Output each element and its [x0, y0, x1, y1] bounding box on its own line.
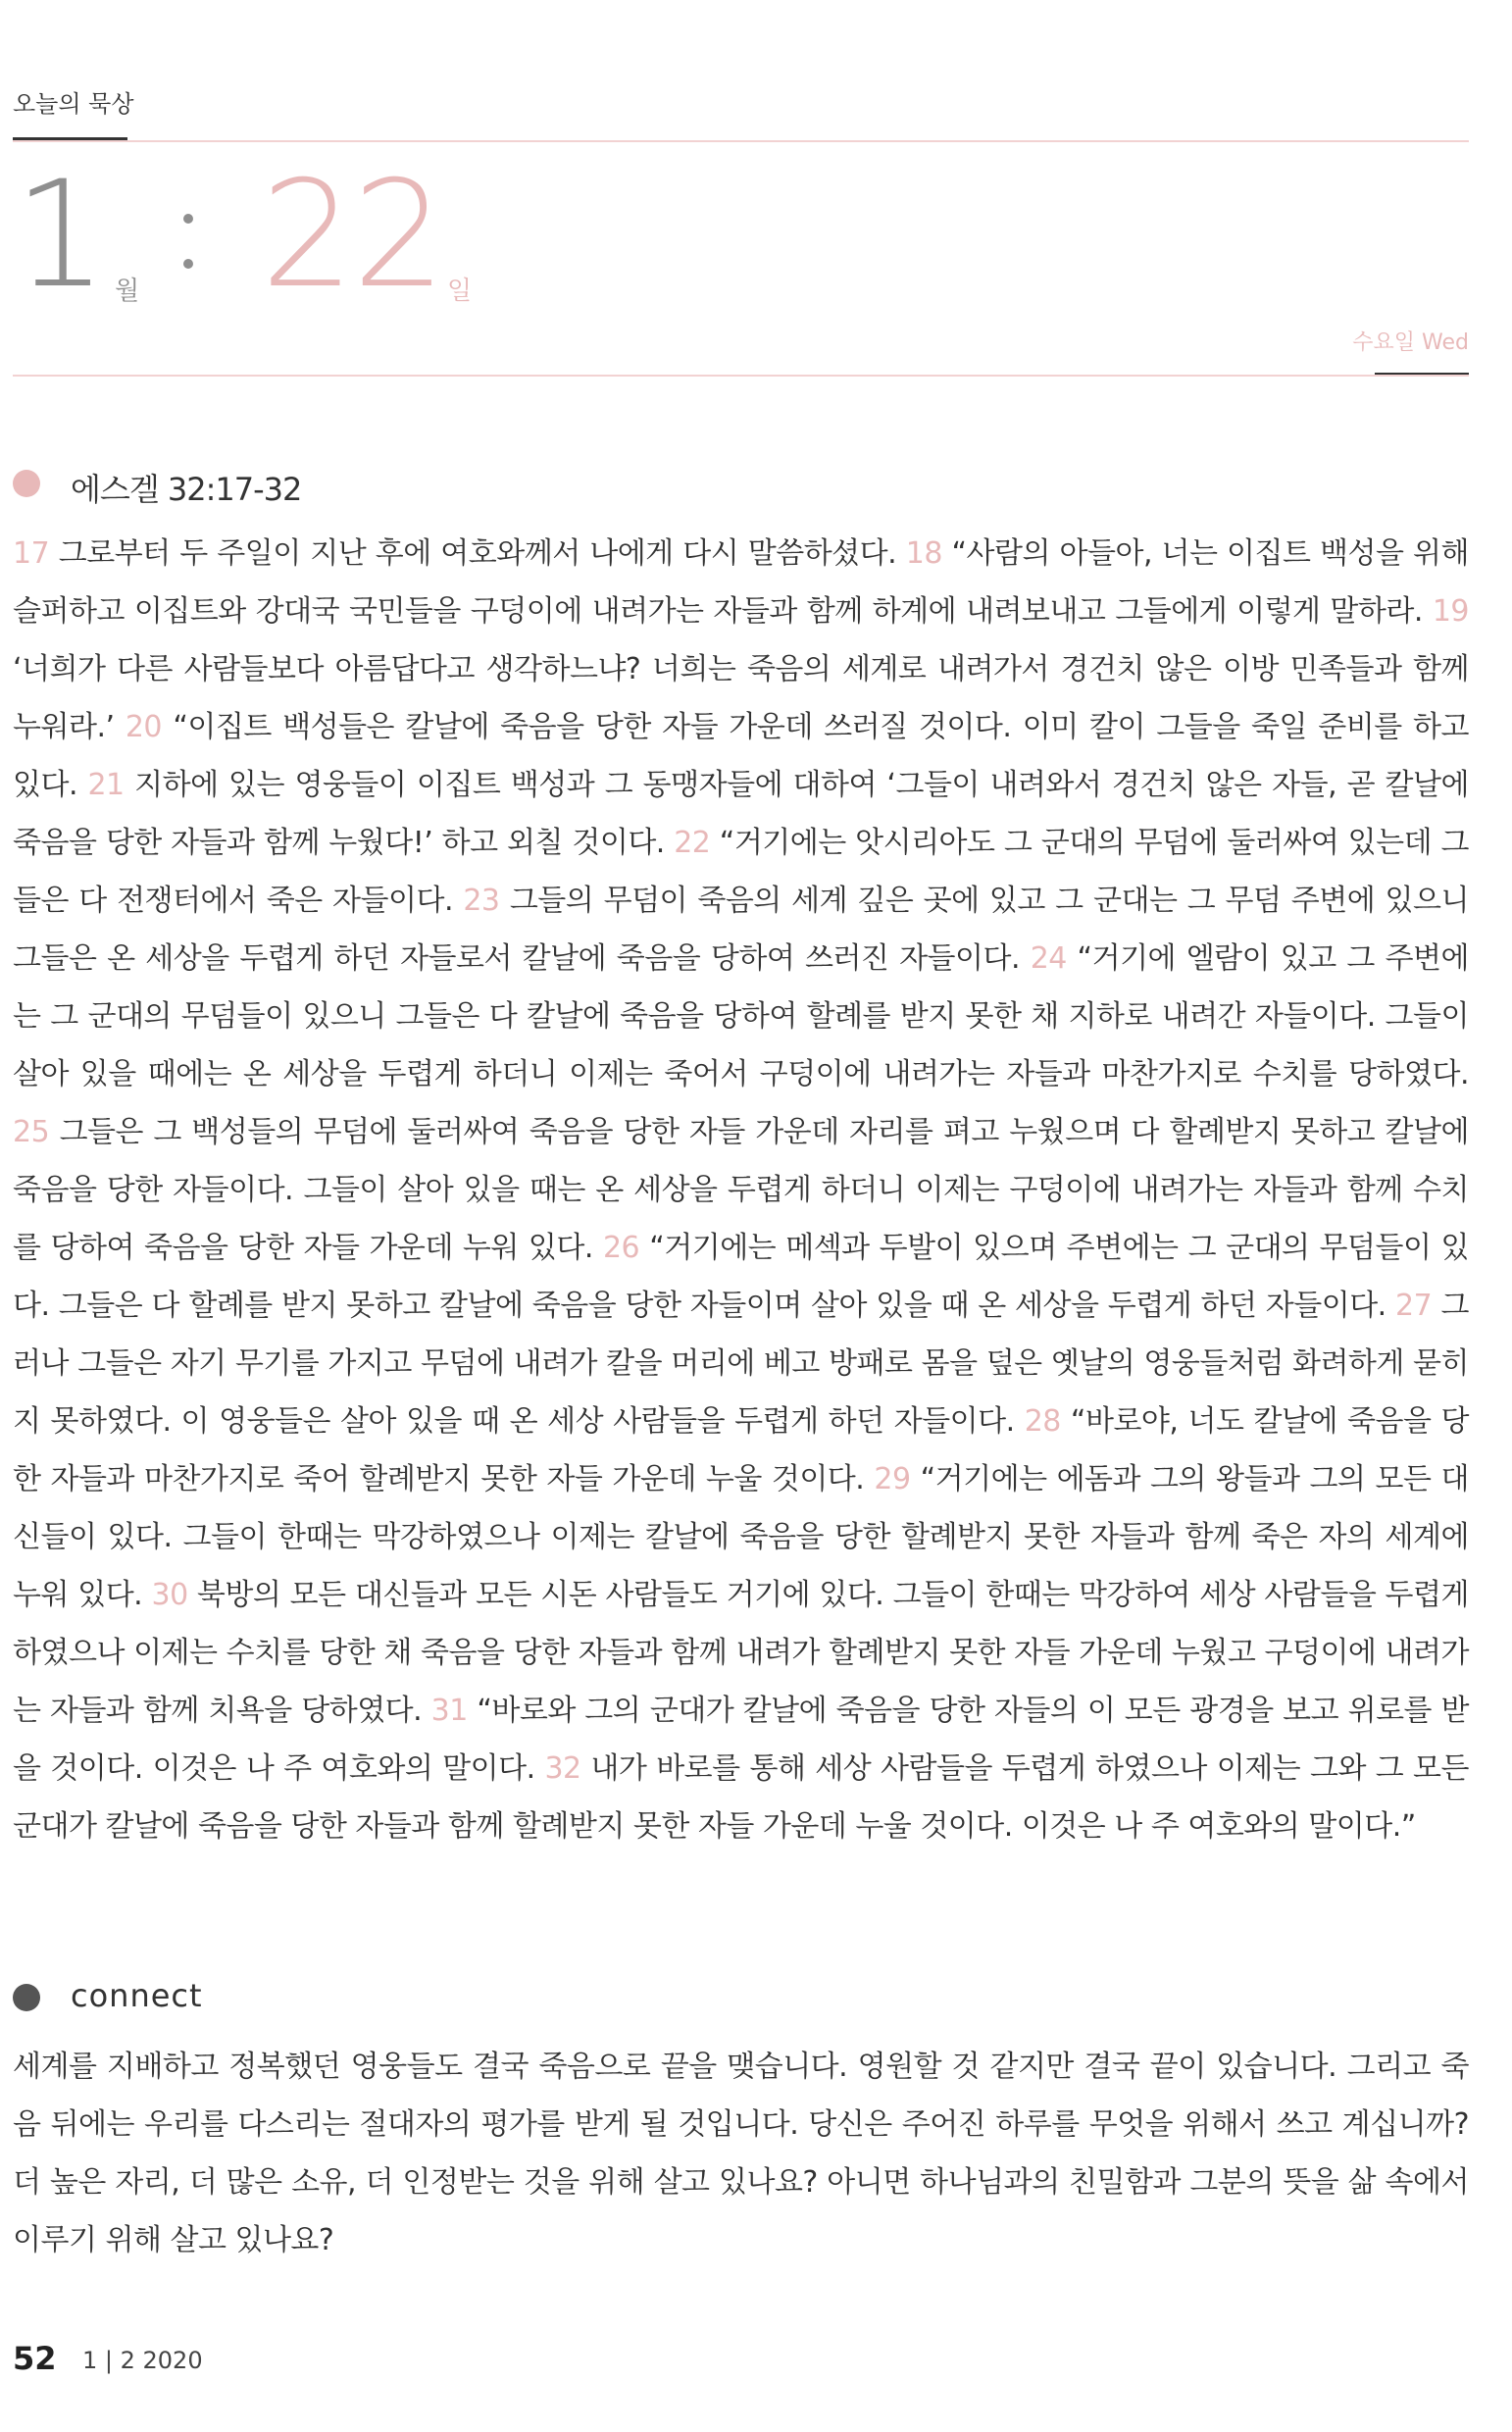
date-rule: [13, 375, 1469, 377]
verse-text: 그러나 그들은 자기 무기를 가지고 무덤에 내려가 칼을 머리에 베고 방패로 몸을 덮은 옛날의 영웅들처럼 화려하게 묻히지 못하였다. 이 영웅들은 살아 있을 때 온 세상 사람들을 두렵게 하던 자들이다.: [13, 1289, 1469, 1439]
verse-text: 북방의 모든 대신들과 모든 시돈 사람들도 거기에 있다. 그들이 한때는 막강하여 세상 사람들을 두렵게 하였으나 이제는 수치를 당한 채 죽음을 당한 자들과 함께 내려가 할례받지 못한 자들 가운데 누웠고 구덩이에 내려가는 자들과 함께 치욕을 당하였다.: [13, 1578, 1469, 1728]
connect-bullet-icon: [13, 1984, 40, 2011]
verse-text: ‘너희가 다른 사람들보다 아름답다고 생각하느냐? 너희는 죽음의 세계로 내려가서 경건치 않은 이방 민족들과 함께 누워라.’: [13, 652, 1469, 744]
verse-number: 22: [674, 826, 711, 860]
day-number: 22: [261, 150, 444, 321]
month-unit: 월: [115, 277, 140, 306]
verse-text: “거기에 엘람이 있고 그 주변에는 그 군대의 무덤들이 있으니 그들은 다 칼날에 죽음을 당하여 할례를 받지 못한 채 지하로 내려간 자들이다. 그들이 살아 있을 때에는 온 세상을 두렵게 하더니 이제는 죽어서 구덩이에 내려가는 자들과 마찬가지로 수치를 당하였다.: [13, 941, 1470, 1091]
scripture-passage: [13, 525, 1469, 1855]
verse-text: “이집트 백성들은 칼날에 죽음을 당한 자들 가운데 쓰러질 것이다. 이미 칼이 그들을 죽일 준비를 하고 있다.: [13, 710, 1469, 802]
verse-number: 26: [602, 1231, 640, 1265]
verse-text: “거기에는 앗시리아도 그 군대의 무덤에 둘러싸여 있는데 그들은 다 전쟁터에서 죽은 자들이다.: [13, 826, 1469, 918]
month-number: 1: [14, 150, 104, 321]
scripture-bullet-icon: [13, 470, 40, 497]
verse-text: “바로야, 너도 칼날에 죽음을 당한 자들과 마찬가지로 죽어 할례받지 못한 자들 가운데 누울 것이다.: [13, 1404, 1469, 1496]
verse-number: 31: [430, 1694, 468, 1728]
verse-number: 24: [1030, 941, 1067, 976]
header-rule: [13, 140, 1469, 142]
verse-number: 29: [874, 1462, 911, 1496]
verse-number: 18: [905, 536, 942, 571]
verse-number: 28: [1024, 1404, 1061, 1439]
verse-text: 그들의 무덤이 죽음의 세계 깊은 곳에 있고 그 군대는 그 무덤 주변에 있으니 그들은 온 세상을 두렵게 하던 자들로서 칼날에 죽음을 당하여 쓰러진 자들이다.: [13, 884, 1469, 976]
verse-text: 그들은 그 백성들의 무덤에 둘러싸여 죽음을 당한 자들 가운데 자리를 펴고 누웠으며 다 할례받지 못하고 칼날에 죽음을 당한 자들이다. 그들이 살아 있을 때는 온 세상을 두렵게 하더니 이제는 구덩이에 내려가는 자들과 함께 수치를 당하여 죽음을 당한 자들 가운데 누워 있다.: [13, 1115, 1469, 1265]
issue-label: 1 | 2 2020: [82, 2347, 203, 2374]
connect-body: 세계를 지배하고 정복했던 영웅들도 결국 죽음으로 끝을 맺습니다. 영원할 것 같지만 결국 끝이 있습니다. 그리고 죽음 뒤에는 우리를 다스리는 절대자의 평가를 받게 될 것입니다. 당신은 주어진 하루를 무엇을 위해서 쓰고 계십니까? 더 높은 자리, 더 많은 소유, 더 인정받는 것을 위해 살고 있나요? 아니면 하나님과의 친밀함과 그분의 뜻을 삶 속에서 이루기 위해 살고 있나요?: [13, 2050, 1469, 2257]
verse-text: “거기에는 메섹과 두발이 있으며 주변에는 그 군대의 무덤들이 있다. 그들은 다 할례를 받지 못하고 칼날에 죽음을 당한 자들이며 살아 있을 때 온 세상을 두렵게 하던 자들이다.: [13, 1231, 1469, 1323]
verse-number: 30: [151, 1578, 188, 1612]
colon-separator: [183, 214, 193, 304]
connect-heading: connect: [71, 1977, 203, 2014]
verse-number: 23: [463, 884, 500, 918]
verse-text: 그로부터 두 주일이 지난 후에 여호와께서 나에게 다시 말씀하셨다.: [49, 536, 906, 571]
scripture-reference: 에스겔 32:17-32: [71, 471, 302, 508]
verse-number: 32: [544, 1751, 581, 1786]
verse-text: “바로와 그의 군대가 칼날에 죽음을 당한 자들의 이 모든 광경을 보고 위로를 받을 것이다. 이것은 나 주 여호와의 말이다.: [13, 1694, 1469, 1786]
verse-text: 지하에 있는 영웅들이 이집트 백성과 그 동맹자들에 대하여 ‘그들이 내려와서 경건치 않은 자들, 곧 칼날에 죽음을 당한 자들과 함께 누웠다!’ 하고 외칠 것이다.: [13, 768, 1469, 860]
day-unit: 일: [447, 277, 473, 306]
verse-number: 17: [13, 536, 50, 571]
verse-text: “거기에는 에돔과 그의 왕들과 그의 모든 대신들이 있다. 그들이 한때는 막강하였으나 이제는 칼날에 죽음을 당한 할례받지 못한 자들과 함께 죽은 자의 세계에 누워 있다.: [13, 1462, 1469, 1612]
verse-number: 21: [87, 768, 125, 802]
verse-text: “사람의 아들아, 너는 이집트 백성을 위해 슬퍼하고 이집트와 강대국 국민들을 구덩이에 내려가는 자들과 함께 하계에 내려보내고 그들에게 이렇게 말하라.: [13, 536, 1470, 629]
section-label: 오늘의 묵상: [13, 90, 134, 118]
verse-number: 20: [125, 710, 163, 744]
page-number: 52: [13, 2340, 57, 2377]
verse-number: 19: [1432, 594, 1469, 629]
verse-text: 내가 바로를 통해 세상 사람들을 두렵게 하였으나 이제는 그와 그 모든 군대가 칼날에 죽음을 당한 자들과 함께 할례받지 못한 자들 가운데 누울 것이다. 이것은 나 주 여호와의 말이다.”: [13, 1751, 1469, 1844]
verse-number: 25: [13, 1115, 50, 1149]
verse-number: 27: [1395, 1289, 1433, 1323]
weekday: 수요일 Wed: [1352, 330, 1469, 355]
